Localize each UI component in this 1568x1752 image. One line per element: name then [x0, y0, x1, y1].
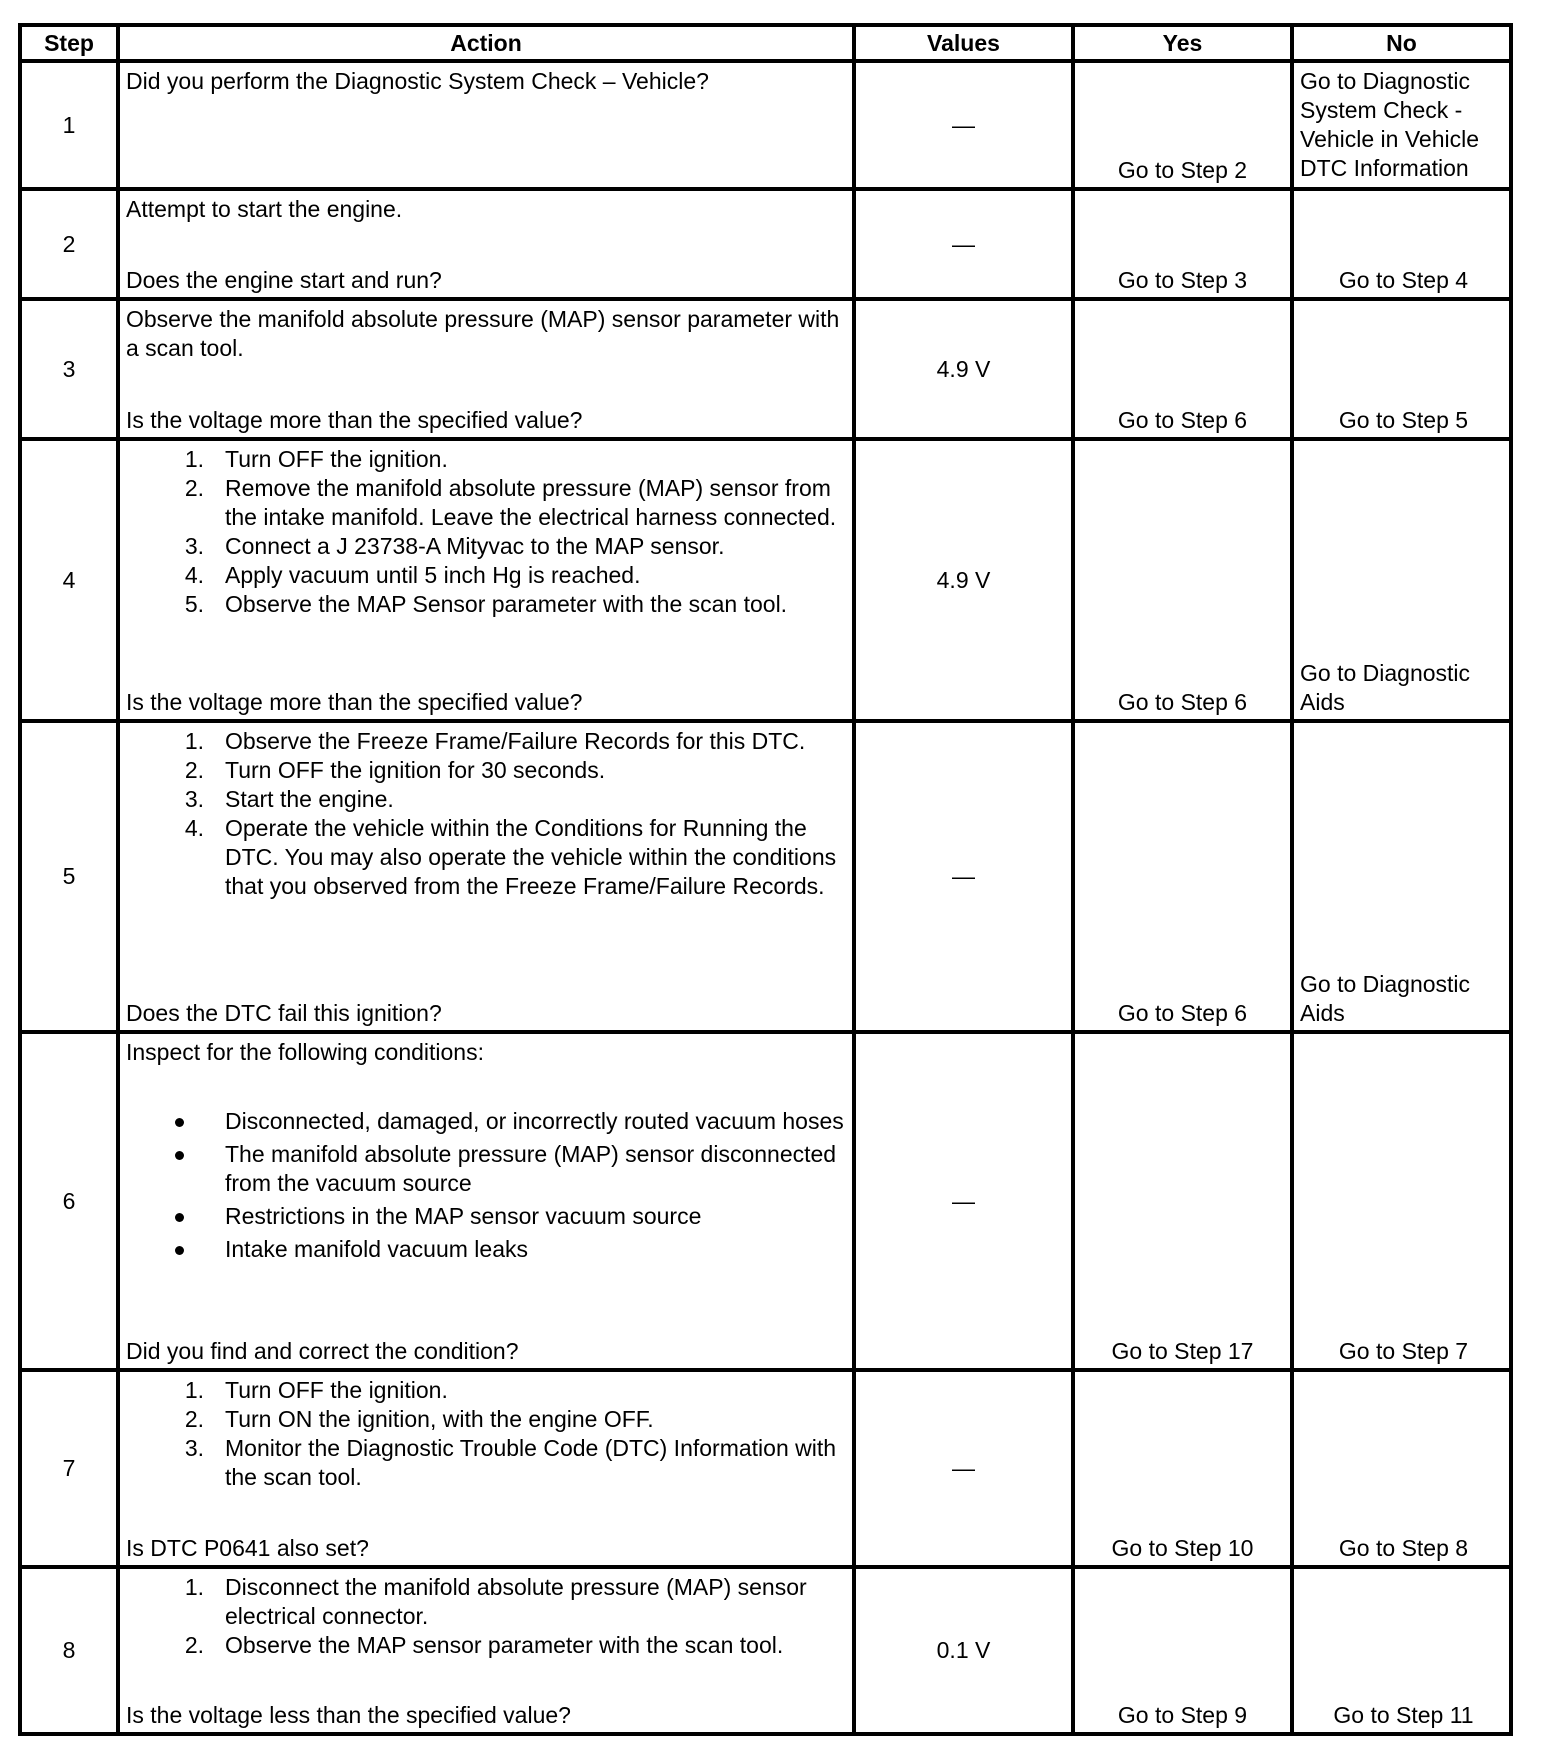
- list-item: [126, 1434, 846, 1492]
- list-item: [126, 1631, 846, 1660]
- list-item: [126, 1140, 846, 1198]
- action-cell: [118, 61, 854, 189]
- action-cell: [118, 1567, 854, 1734]
- list-item: [126, 561, 846, 590]
- item-text: Turn OFF the ignition.: [225, 446, 448, 472]
- action-question: Does the engine start and run?: [126, 267, 442, 293]
- bullet-icon: [175, 1213, 184, 1222]
- item-number: 3.: [184, 533, 204, 559]
- yes-cell: Go to Step 9: [1073, 1567, 1292, 1734]
- action-cell: [118, 1032, 854, 1370]
- action-cell: [118, 721, 854, 1032]
- table-row: [20, 721, 1511, 1032]
- item-number: 3.: [184, 786, 204, 812]
- step-number: 5: [20, 721, 118, 1032]
- item-text: Observe the MAP Sensor parameter with the scan tool.: [225, 591, 788, 617]
- header-yes: Yes: [1073, 25, 1292, 61]
- no-cell: Go to Step 8: [1292, 1370, 1511, 1567]
- table-row: [20, 1370, 1511, 1567]
- list-item: [126, 1405, 846, 1434]
- item-text: Disconnected, damaged, or incorrectly routed vacuum hoses: [225, 1108, 844, 1134]
- numbered-steps: [126, 445, 846, 619]
- item-number: 1.: [184, 1574, 204, 1600]
- item-number: 1.: [184, 728, 204, 754]
- action-question: Is the voltage less than the specified value?: [126, 1702, 571, 1728]
- step-number: 6: [20, 1032, 118, 1370]
- bullet-icon: [175, 1151, 184, 1160]
- list-item: [126, 1202, 846, 1231]
- no-cell: Go to Diagnostic System Check - Vehicle in Vehicle DTC Information: [1292, 61, 1511, 189]
- item-text: Monitor the Diagnostic Trouble Code (DTC) Information with the scan tool.: [225, 1435, 837, 1490]
- item-text: Restrictions in the MAP sensor vacuum source: [225, 1203, 702, 1229]
- numbered-steps: [126, 1376, 846, 1492]
- bullet-icon: [175, 1118, 184, 1127]
- item-text: Start the engine.: [225, 786, 394, 812]
- item-text: Intake manifold vacuum leaks: [225, 1236, 528, 1262]
- action-cell: [118, 189, 854, 299]
- item-number: 3.: [184, 1435, 204, 1461]
- action-cell: [118, 439, 854, 721]
- value-cell: 4.9 V: [854, 439, 1073, 721]
- bullet-list: [126, 1107, 846, 1264]
- numbered-steps: [126, 1573, 846, 1660]
- yes-cell: Go to Step 2: [1073, 61, 1292, 189]
- diagnostic-table: [18, 23, 1513, 1736]
- value-cell: 0.1 V: [854, 1567, 1073, 1734]
- header-action: Action: [118, 25, 854, 61]
- no-cell: Go to Diagnostic Aids: [1292, 721, 1511, 1032]
- list-item: [126, 532, 846, 561]
- value-cell: —: [854, 721, 1073, 1032]
- item-number: 4.: [184, 562, 204, 588]
- no-cell: Go to Step 4: [1292, 189, 1511, 299]
- yes-cell: Go to Step 6: [1073, 721, 1292, 1032]
- list-item: [126, 474, 846, 532]
- table-row: [20, 189, 1511, 299]
- step-number: 2: [20, 189, 118, 299]
- header-no: No: [1292, 25, 1511, 61]
- header-values: Values: [854, 25, 1073, 61]
- no-cell: Go to Step 5: [1292, 299, 1511, 439]
- value-cell: —: [854, 189, 1073, 299]
- list-item: [126, 445, 846, 474]
- no-cell: Go to Step 7: [1292, 1032, 1511, 1370]
- item-text: The manifold absolute pressure (MAP) sensor disconnected from the vacuum source: [225, 1141, 837, 1196]
- action-intro: Inspect for the following conditions:: [126, 1039, 484, 1065]
- table-row: [20, 1567, 1511, 1734]
- list-item: [126, 1376, 846, 1405]
- item-text: Observe the MAP sensor parameter with the scan tool.: [225, 1632, 784, 1658]
- yes-cell: Go to Step 6: [1073, 439, 1292, 721]
- table-row: [20, 299, 1511, 439]
- list-item: [126, 785, 846, 814]
- value-cell: —: [854, 1032, 1073, 1370]
- action-cell: [118, 299, 854, 439]
- table-row: [20, 439, 1511, 721]
- item-number: 1.: [184, 1377, 204, 1403]
- action-intro: Observe the manifold absolute pressure (MAP) sensor parameter with a scan tool.: [126, 306, 840, 361]
- step-number: 8: [20, 1567, 118, 1734]
- action-intro: Attempt to start the engine.: [126, 196, 403, 222]
- step-number: 3: [20, 299, 118, 439]
- item-text: Connect a J 23738-A Mityvac to the MAP sensor.: [225, 533, 725, 559]
- yes-cell: Go to Step 3: [1073, 189, 1292, 299]
- action-question: Is the voltage more than the specified value?: [126, 689, 583, 715]
- item-number: 2.: [184, 1632, 204, 1658]
- action-question: Did you find and correct the condition?: [126, 1338, 519, 1364]
- header-row: [20, 25, 1511, 61]
- item-text: Turn ON the ignition, with the engine OFF.: [225, 1406, 654, 1432]
- item-text: Remove the manifold absolute pressure (MAP) sensor from the intake manifold. Leave the electrical harness connected.: [225, 475, 837, 530]
- yes-cell: Go to Step 6: [1073, 299, 1292, 439]
- list-item: [126, 1107, 846, 1136]
- no-cell: Go to Step 11: [1292, 1567, 1511, 1734]
- action-question: Does the DTC fail this ignition?: [126, 1000, 442, 1026]
- list-item: [126, 1573, 846, 1631]
- action-intro: Did you perform the Diagnostic System Check – Vehicle?: [126, 68, 709, 94]
- item-text: Disconnect the manifold absolute pressure (MAP) sensor electrical connector.: [225, 1574, 807, 1629]
- item-text: Turn OFF the ignition.: [225, 1377, 448, 1403]
- item-number: 5.: [184, 591, 204, 617]
- table-row: [20, 61, 1511, 189]
- no-cell: Go to Diagnostic Aids: [1292, 439, 1511, 721]
- numbered-steps: [126, 727, 846, 901]
- item-number: 2.: [184, 757, 204, 783]
- item-number: 2.: [184, 475, 204, 501]
- item-text: Turn OFF the ignition for 30 seconds.: [225, 757, 606, 783]
- table-row: [20, 1032, 1511, 1370]
- bullet-icon: [175, 1246, 184, 1255]
- list-item: [126, 590, 846, 619]
- list-item: [126, 814, 846, 901]
- list-item: [126, 1235, 846, 1264]
- item-number: 1.: [184, 446, 204, 472]
- step-number: 4: [20, 439, 118, 721]
- item-number: 4.: [184, 815, 204, 841]
- header-step: Step: [20, 25, 118, 61]
- item-text: Observe the Freeze Frame/Failure Records for this DTC.: [225, 728, 806, 754]
- item-number: 2.: [184, 1406, 204, 1432]
- item-text: Apply vacuum until 5 inch Hg is reached.: [225, 562, 641, 588]
- action-cell: [118, 1370, 854, 1567]
- list-item: [126, 727, 846, 756]
- value-cell: —: [854, 1370, 1073, 1567]
- step-number: 7: [20, 1370, 118, 1567]
- value-cell: 4.9 V: [854, 299, 1073, 439]
- action-question: Is the voltage more than the specified value?: [126, 407, 583, 433]
- action-question: Is DTC P0641 also set?: [126, 1535, 369, 1561]
- list-item: [126, 756, 846, 785]
- yes-cell: Go to Step 17: [1073, 1032, 1292, 1370]
- yes-cell: Go to Step 10: [1073, 1370, 1292, 1567]
- value-cell: —: [854, 61, 1073, 189]
- step-number: 1: [20, 61, 118, 189]
- item-text: Operate the vehicle within the Conditions for Running the DTC. You may also operate the vehicle within the conditions that you observed from the Freeze Frame/Failure Records.: [225, 815, 837, 899]
